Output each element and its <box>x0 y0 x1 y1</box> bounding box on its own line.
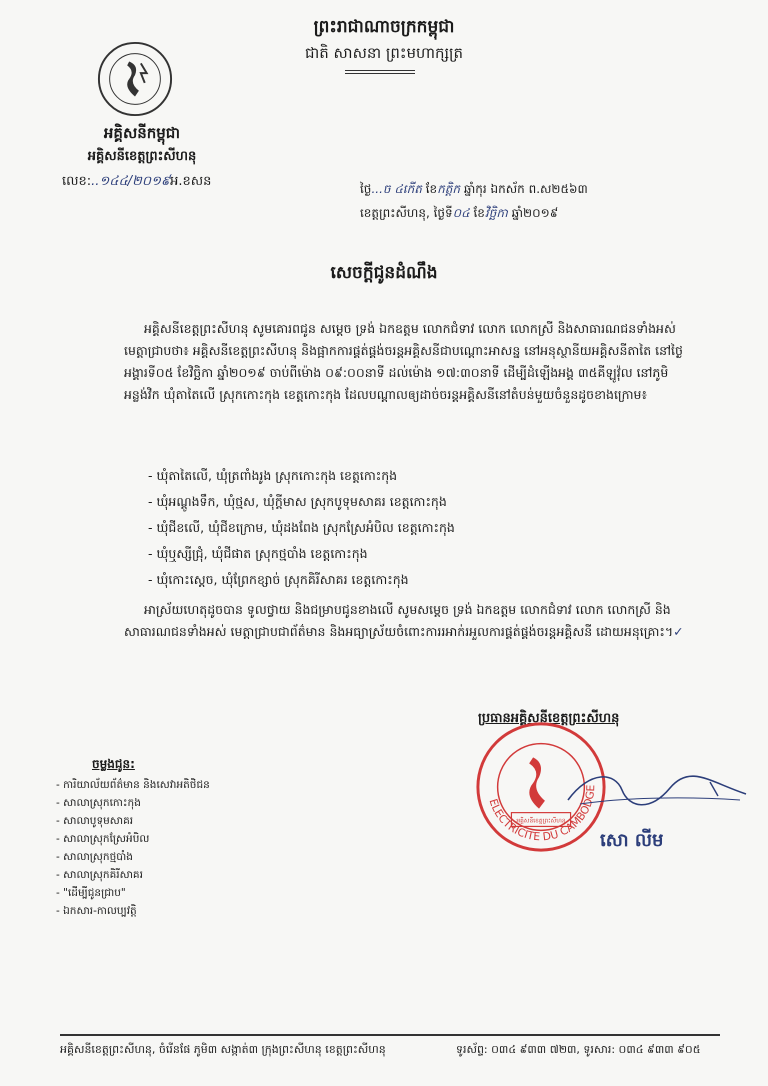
solar-prefix: ខេត្តព្រះសីហនុ, ថ្ងៃទី <box>360 206 453 220</box>
cc-heading: ចម្លងជូន: <box>92 757 135 771</box>
list-item: - សាលាស្រុកស្រែអំបិល <box>56 830 210 848</box>
para2-text: អាស្រ័យហេតុដូចបាន ទូលថ្វាយ និងជម្រាបជូនខាងលើ សូមសម្តេច ទ្រង់ ឯកឧត្តម លោកជំទាវ លោក លោកស្រី និងសាធារណជនទាំងអស់ មេត្តាជ្រាបជាព័ត៌មាន និងអធ្យាស្រ័យចំពោះការរអាក់រអួលការផ្គត់ផ្គង់ចរន្តអគ្គិសនី ដោយអនុគ្រោះ។ <box>124 602 674 639</box>
heading-divider <box>345 70 415 72</box>
affected-areas-list <box>148 463 668 593</box>
list-item: - ការិយាល័យព័ត៌មាន និងសេវាអតិថិជន <box>56 776 210 794</box>
list-item: - ឃុំឬស្សីជ្រុំ, ឃុំជីផាត ស្រុកថ្មបាំង ខេត្តកោះកុង <box>148 541 668 567</box>
lunar-prefix: ថ្ងៃ <box>360 182 372 196</box>
lunar-month-prefix: ខែ <box>425 182 438 196</box>
list-item: - សាលាស្រុកថ្មបាំង <box>56 848 210 866</box>
stamp-inner-text: អគ្គិសនីខេត្តព្រះសីហនុ <box>516 818 566 825</box>
notice-paragraph-2 <box>124 599 684 643</box>
handwritten-signature-icon <box>560 760 750 820</box>
ref-prefix: លេខ: <box>62 174 92 189</box>
list-item: - សាលាស្រុកកោះកុង <box>56 794 210 812</box>
document-title: សេចក្តីជូនដំណឹង <box>330 263 438 283</box>
lunar-year: ឆ្នាំកុរ ឯកស័ក ព.ស២៥៦៣ <box>463 182 588 196</box>
signatory-title: ប្រធានអគ្គិសនីខេត្តព្រះសីហនុ <box>478 711 620 726</box>
list-item: - ឃុំតាតៃលើ, ឃុំត្រពាំងរូង ស្រុកកោះកុង ខេត្តកោះកុង <box>148 463 668 489</box>
solar-year: ឆ្នាំ២០១៩ <box>511 206 559 220</box>
list-item: - សាលាស្រុកគិរីសាគរ <box>56 866 210 884</box>
list-item: - សាលាបូទុមសាគរ <box>56 812 210 830</box>
kingdom-heading: ព្រះរាជាណាចក្រកម្ពុជា <box>313 17 455 37</box>
national-motto: ជាតិ សាសនា ព្រះមហាក្សត្រ <box>304 44 464 62</box>
cc-list <box>56 776 210 920</box>
solar-month: វិច្ឆិកា <box>484 206 508 220</box>
list-item: - ឃុំអណ្តូងទឹក, ឃុំថ្មស, ឃុំក្តីមាស ស្រុកបូទុមសាគរ ខេត្តកោះកុង <box>148 489 668 515</box>
solar-date <box>360 205 558 223</box>
reference-number <box>62 173 211 192</box>
lunar-month: កត្តិក <box>437 182 460 196</box>
list-item: - ឯកសារ-កាលប្បវត្តិ <box>56 902 210 920</box>
lunar-day: ...ច ៤កើត <box>371 182 422 196</box>
edc-logo-icon <box>96 40 174 118</box>
org-branch: អគ្គិសនីខេត្តព្រះសីហនុ <box>87 149 197 164</box>
org-name: អគ្គិសនីកម្ពុជា <box>103 124 181 142</box>
ref-number: ..១៤៤/២០១៩ <box>91 174 171 189</box>
ref-suffix: អ.ខសន <box>170 174 212 189</box>
list-item: - ឃុំជីខលើ, ឃុំជីខក្រោម, ឃុំដងពែង ស្រុកស្រែអំបិល ខេត្តកោះកុង <box>148 515 668 541</box>
footer-phones: ទូរស័ព្ទ: ០៣៤ ៩៣៣ ៧២៣, ទូរសារ: ០៣៤ ៩៣៣ ៩០៥ <box>456 1043 701 1056</box>
solar-day: ០៤ <box>452 206 470 220</box>
footer-address: អគ្គិសនីខេត្តព្រះសីហនុ, ចំរើនផែ ភូមិ៣ សង្កាត់៣ ក្រុងព្រះសីហនុ ខេត្តព្រះសីហនុ <box>60 1043 386 1056</box>
handwritten-mark: ✓ <box>673 624 684 639</box>
solar-month-prefix: ខែ <box>473 206 485 220</box>
list-item: - ឃុំកោះស្តេច, ឃុំព្រែកខ្សាច់ ស្រុកគិរីសាគរ ខេត្តកោះកុង <box>148 567 668 593</box>
signer-name: សោ លីម <box>600 830 664 851</box>
footer-divider <box>60 1034 720 1036</box>
list-item: - "ដើម្បីជូនជ្រាប" <box>56 884 210 902</box>
lunar-date <box>360 181 588 199</box>
notice-paragraph-1: អគ្គិសនីខេត្តព្រះសីហនុ សូមគោរពជូន សម្តេច ទ្រង់ ឯកឧត្តម លោកជំទាវ លោក លោកស្រី និងសាធារណជនទាំងអស់មេត្តាជ្រាបថា៖ អគ្គិសនីខេត្តព្រះសីហនុ និងផ្អាកការផ្គត់ផ្គង់ចរន្តអគ្គិសនីជាបណ្តោះអាសន្ន នៅអនុស្ថានីយអគ្គិសនីតាតៃ នៅថ្ងៃអង្គារទី០៥ ខែវិច្ឆិកា ឆ្នាំ២០១៩ ចាប់ពីម៉ោង ០៩:០០នាទី ដល់ម៉ោង ១៧:៣០នាទី ដើម្បីដំឡើងអង្គ ៣៥គីឡូវ៉ុល នៅភូមិអន្លង់វិក ឃុំតាតៃលើ ស្រុកកោះកុង ខេត្តកោះកុង ដែលបណ្តាលឲ្យដាច់ចរន្តអគ្គិសនីនៅតំបន់មួយចំនួនដូចខាងក្រោម៖ <box>124 321 683 402</box>
stamp-text: ELECTRICITE DU CAMBODGE <box>486 784 598 844</box>
